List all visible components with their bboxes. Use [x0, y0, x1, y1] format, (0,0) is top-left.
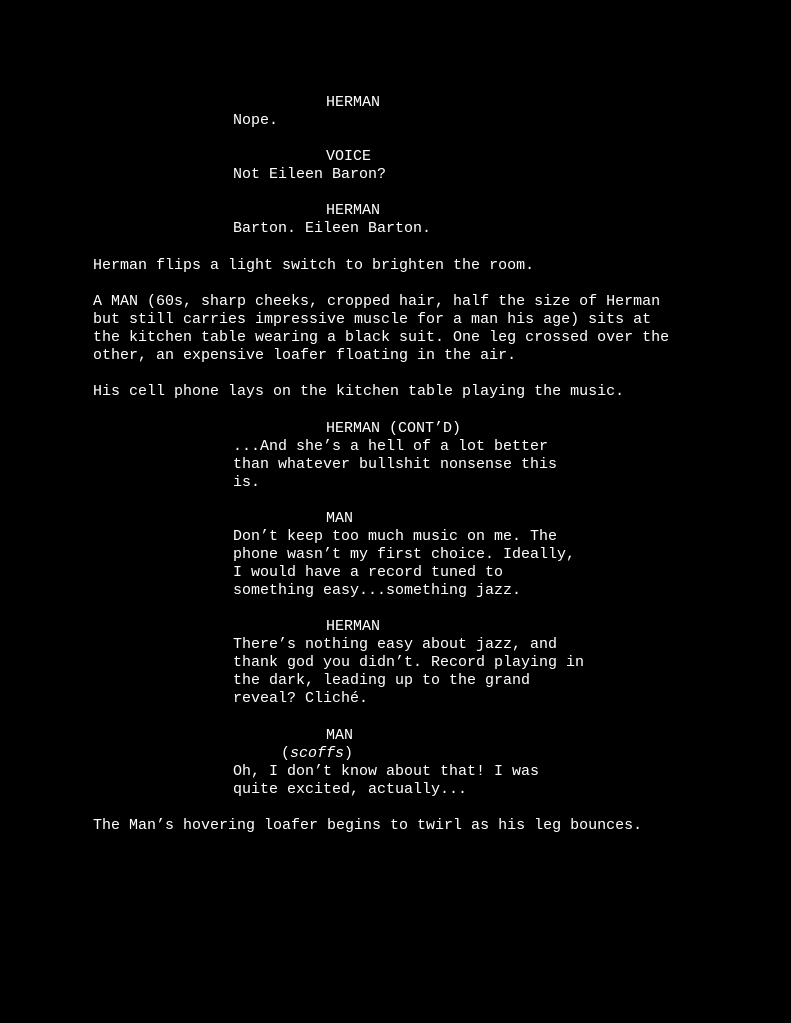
character-name: HERMAN: [326, 202, 381, 219]
dialogue: There’s nothing easy about jazz, and thank god you didn’t. Record playing in the dark, leading up to the grand reveal? Cliché.: [233, 636, 585, 708]
action-line: A MAN (60s, sharp cheeks, cropped hair, half the size of Herman but still carries impressive muscle for a man his age) sits at the kitchen table wearing a black suit. One leg crossed over the other, an expensive loafer floating in the air.: [93, 293, 670, 365]
parenthetical-text: scoffs: [290, 745, 345, 762]
character-name: HERMAN (CONT’D): [326, 420, 462, 437]
character-name: MAN: [326, 510, 354, 527]
character-name: VOICE: [326, 148, 372, 165]
action-line: His cell phone lays on the kitchen table playing the music.: [93, 383, 625, 400]
dialogue: Barton. Eileen Barton.: [233, 220, 432, 237]
parenthetical: (scoffs): [281, 745, 354, 762]
character-name: HERMAN: [326, 618, 381, 635]
character-name: HERMAN: [326, 94, 381, 111]
dialogue: Oh, I don’t know about that! I was quite excited, actually...: [233, 763, 540, 799]
action-line: The Man’s hovering loafer begins to twirl as his leg bounces.: [93, 817, 643, 834]
action-line: Herman flips a light switch to brighten the room.: [93, 257, 535, 274]
dialogue: Nope.: [233, 112, 279, 129]
dialogue: Don’t keep too much music on me. The phone wasn’t my first choice. Ideally, I would have a record tuned to something easy...something jazz.: [233, 528, 576, 600]
dialogue: ...And she’s a hell of a lot better than whatever bullshit nonsense this is.: [233, 438, 558, 492]
character-name: MAN: [326, 727, 354, 744]
dialogue: Not Eileen Baron?: [233, 166, 387, 183]
